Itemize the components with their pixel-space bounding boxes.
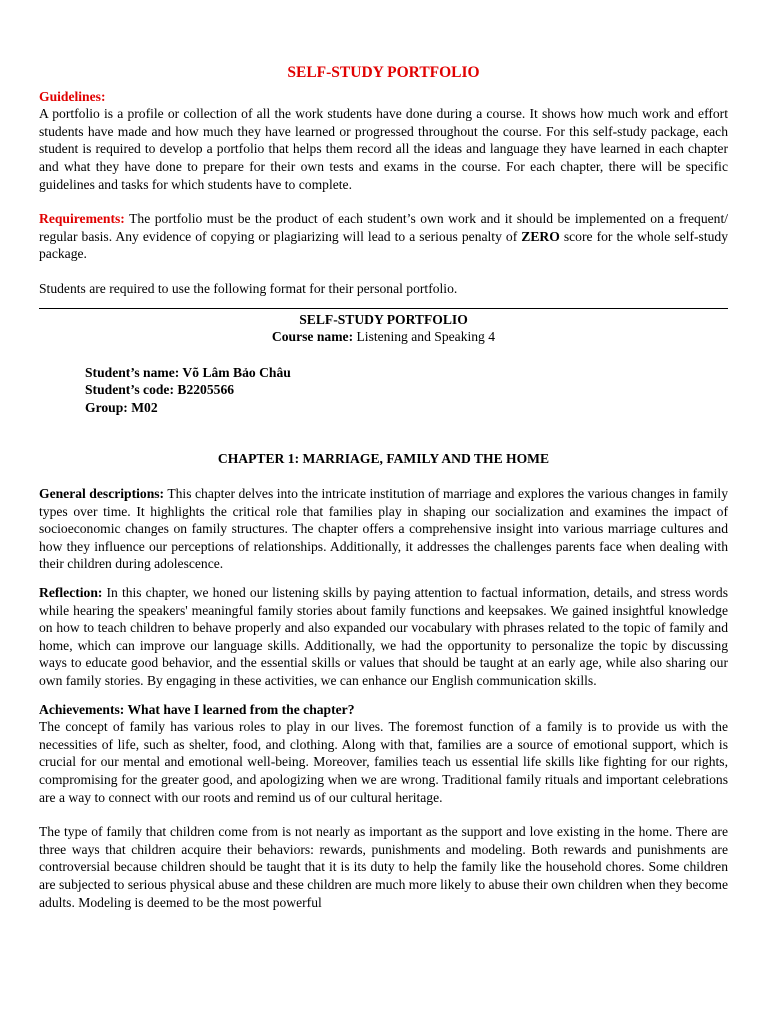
general-descriptions-paragraph xyxy=(39,485,728,573)
student-code: Student’s code: B2205566 xyxy=(85,382,235,398)
achievements-heading: Achievements: What have I learned from the chapter? xyxy=(39,701,355,717)
guidelines-label: Guidelines: xyxy=(39,88,106,104)
requirements-emphasis: ZERO xyxy=(521,228,560,244)
chapter-heading: CHAPTER 1: MARRIAGE, FAMILY AND THE HOME xyxy=(217,450,550,466)
student-name: Student’s name: Võ Lâm Bảo Châu xyxy=(85,364,291,380)
document-page xyxy=(39,64,728,911)
guidelines-section xyxy=(39,88,728,106)
reflection-label: Reflection: xyxy=(39,585,103,601)
achievements-paragraph-2: The type of family that children come from is not nearly as important as the support and love existing in the home. There are three ways that children acquire their behaviors: rewards, punishments and modeling. Both rewards and punishments are controversial because children should be taught that it is its duty to help the family like the household chores. Some children are subjected to serious physical abuse and these children are much more likely to abuse their own children when they become adults. Modeling is deemed to be the most powerful xyxy=(39,824,728,910)
requirements-paragraph xyxy=(39,210,728,263)
portfolio-title: SELF-STUDY PORTFOLIO xyxy=(299,311,468,327)
general-descriptions-text: This chapter delves into the intricate institution of marriage and explores the various changes in family types over time. It highlights the critical role that families play in shaping our socialization and examines the impact of socioeconomic changes on family structures. The chapter offers a comprehensive insight into various marriage cultures and how they influence our perceptions of relationships. Additionally, it addresses the challenges parents face when dealing with their children during adolescence. xyxy=(39,486,728,572)
course-line xyxy=(39,328,728,346)
requirements-text-after: score for the whole self-study package. xyxy=(39,228,728,262)
requirements-label: Requirements: xyxy=(39,211,125,227)
general-descriptions-label: General descriptions: xyxy=(39,486,165,502)
achievements-paragraph-1: The concept of family has various roles to play in our lives. The foremost function of a family is to provide us with the necessities of life, such as shelter, food, and clothing. Along with that, families are a source of emotional support, which is crucial for our mental and emotional well-being. Moreover, families teach us essential life skills like fighting for our rights, compromising for the greater good, and apologizing when we are wrong. Traditional family rituals and important celebrations are a way to connect with our roots and remind us of our cultural heritage. xyxy=(39,719,728,805)
reflection-text: In this chapter, we honed our listening skills by paying attention to factual information, details, and stress words while hearing the speakers' meaningful family stories about family functions and keepsakes. We gained insightful knowledge on how to teach children to behave properly and also expanded our vocabulary with phrases related to the topic of family and home, which can improve our language skills. Additionally, we had the opportunity to personalize the topic by discussing ways to educate good behavior, and the essential skills or values that should be taught at an early age, while also sharing our own family stories. By engaging in these activities, we can enhance our English communication skills. xyxy=(39,585,728,689)
course-label: Course name: xyxy=(271,329,354,345)
reflection-paragraph xyxy=(39,584,728,690)
course-value: Listening and Speaking 4 xyxy=(353,329,496,345)
guidelines-text: A portfolio is a profile or collection of all the work students have done during a course. It shows how much work and effort students have made and how much they have learned or progressed throughout the course. For this self-study package, each student is required to develop a portfolio that helps them record all the ideas and language they have learned in each chapter and what they have done to prepare for their own tests and exams in the course. For each chapter, there will be specific guidelines and tasks for which students have to complete. xyxy=(39,106,728,192)
format-note: Students are required to use the following format for their personal portfolio. xyxy=(39,280,458,296)
section-divider xyxy=(39,308,728,309)
requirements-text-before: The portfolio must be the product of each student’s own work and it should be implemented on a frequent/ regular basis. Any evidence of copying or plagiarizing will lead to a serious penalty of xyxy=(39,211,728,244)
student-group: Group: M02 xyxy=(85,399,158,415)
document-title: SELF-STUDY PORTFOLIO xyxy=(287,64,480,81)
